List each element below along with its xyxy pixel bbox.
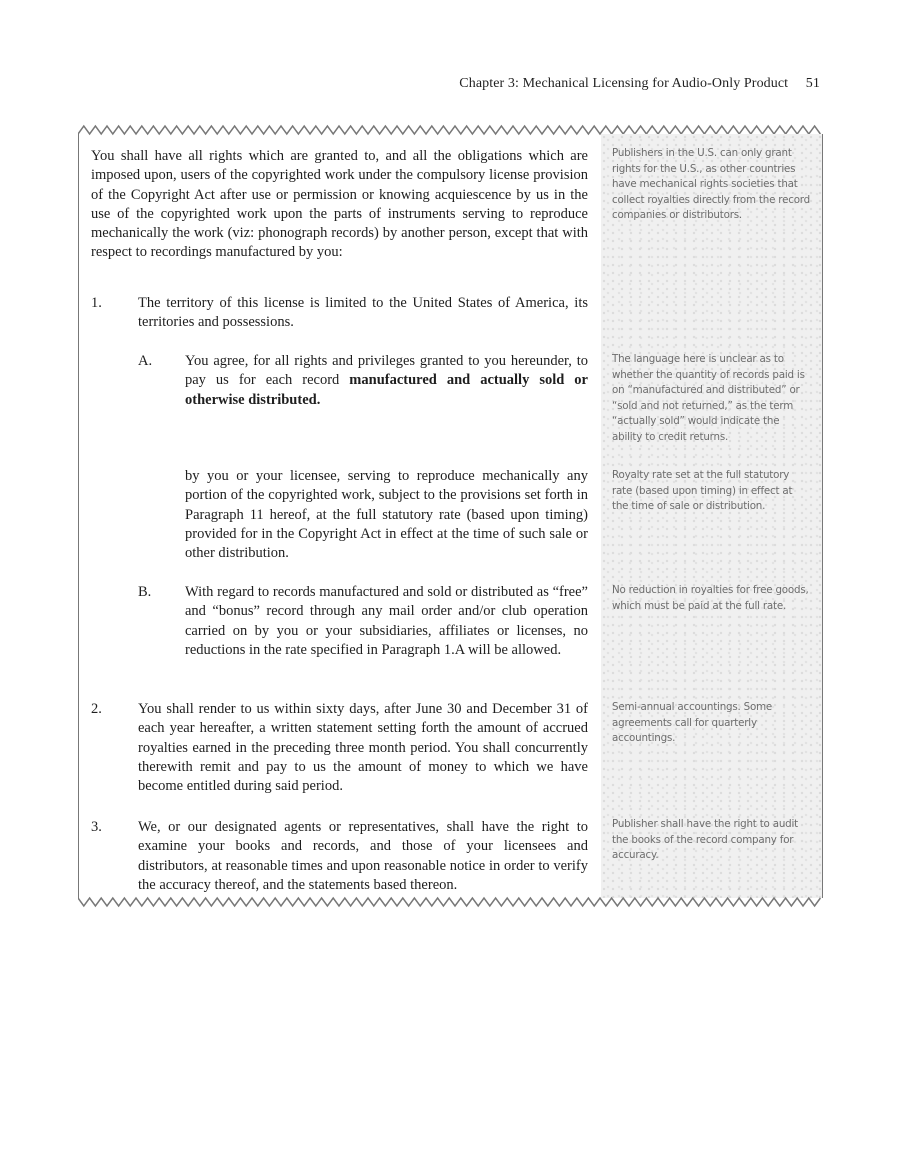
- clause-text: We, or our designated agents or representatives, shall have the right to examine your books and records, and those of your licensees and distributors, at reasonable times and upon reasonable notice in order to verify the accuracy thereof, and the statements based thereon.: [138, 819, 588, 893]
- clause-text: [185, 352, 588, 410]
- clause-2: [91, 700, 588, 796]
- clause-number: 3.: [91, 819, 102, 835]
- clause-number: 2.: [91, 701, 102, 717]
- clause-letter: A.: [138, 353, 153, 369]
- clause-text: With regard to records manufactured and sold or distributed as “free” and “bonus” record through any mail order and/or club operation carried on by you or your subsidiaries, affiliates or licenses, no reductions in the rate specified in Paragraph 1.A will be allowed.: [185, 584, 588, 658]
- bottom-zigzag-border: [78, 896, 823, 908]
- license-text: [91, 147, 588, 263]
- sidebar-note-semi-annual: Semi-annual accountings. Some agreements call for quarterly accountings.: [612, 701, 773, 744]
- license-excerpt-box: [78, 134, 823, 898]
- clause-letter: B.: [138, 584, 152, 600]
- clause-1b: [138, 583, 588, 660]
- running-header: [459, 76, 820, 92]
- clause-3: [91, 818, 588, 895]
- sidebar-note-audit: Publisher shall have the right to audit the books of the record company for accuracy.: [612, 818, 798, 861]
- page-number: 51: [805, 76, 820, 91]
- sidebar-note-royalty-rate: Royalty rate set at the full statutory rate (based upon timing) in effect at the time of sale or distribution.: [612, 469, 793, 512]
- clause-text: You shall render to us within sixty days, after June 30 and December 31 of each year hereafter, a written statement setting forth the amount of accrued royalties earned in the preceding three month period. You shall concurrently therewith remit and pay to us the amount of money to which we have become entitled during said period.: [138, 701, 588, 795]
- sidebar-note-language: The language here is unclear as to whether the quantity of records paid is on “manufactured and distributed” or “sold and not returned,” as the term “actually sold” would indicate the ability to credit returns.: [612, 353, 805, 443]
- clause-text: by you or your licensee, serving to reproduce mechanically any portion of the copyrighted work, subject to the provisions set forth in Paragraph 11 hereof, at the full statutory rate (based upon timing) provided for in the Copyright Act in effect at the time of such sale or other distribution.: [185, 468, 588, 562]
- clause-number: 1.: [91, 295, 102, 311]
- annotation-sidebar: [601, 134, 822, 898]
- sidebar-note-no-reduction: No reduction in royalties for free goods, which must be paid at the full rate.: [612, 584, 809, 612]
- chapter-title: Chapter 3: Mechanical Licensing for Audio-Only Product: [459, 76, 789, 91]
- clause-1: [91, 294, 588, 333]
- clause-text: The territory of this license is limited to the United States of America, its territories and possessions.: [138, 295, 588, 331]
- clause-1a: [138, 352, 588, 410]
- clause-bold-text: manufactured and actually sold or otherwise distributed.: [185, 372, 588, 408]
- clause-text-start: You agree, for all rights and privileges granted to you hereunder, to pay us for each record: [185, 353, 588, 389]
- intro-paragraph: You shall have all rights which are granted to, and all the obligations which are imposed upon, users of the copyrighted work under the compulsory license provision of the Copyright Act after use or permission or knowing acquiescence by us in the use of the copyrighted work upon the parts of instruments serving to reproduce mechanically the work (viz: phonograph records) by another person, except that with respect to recordings manufactured by you:: [91, 148, 588, 261]
- clause-1a-continuation: [185, 467, 588, 563]
- sidebar-note-publishers: Publishers in the U.S. can only grant rights for the U.S., as other countries have mechanical rights societies that collect royalties directly from the record companies or distributors.: [612, 147, 810, 221]
